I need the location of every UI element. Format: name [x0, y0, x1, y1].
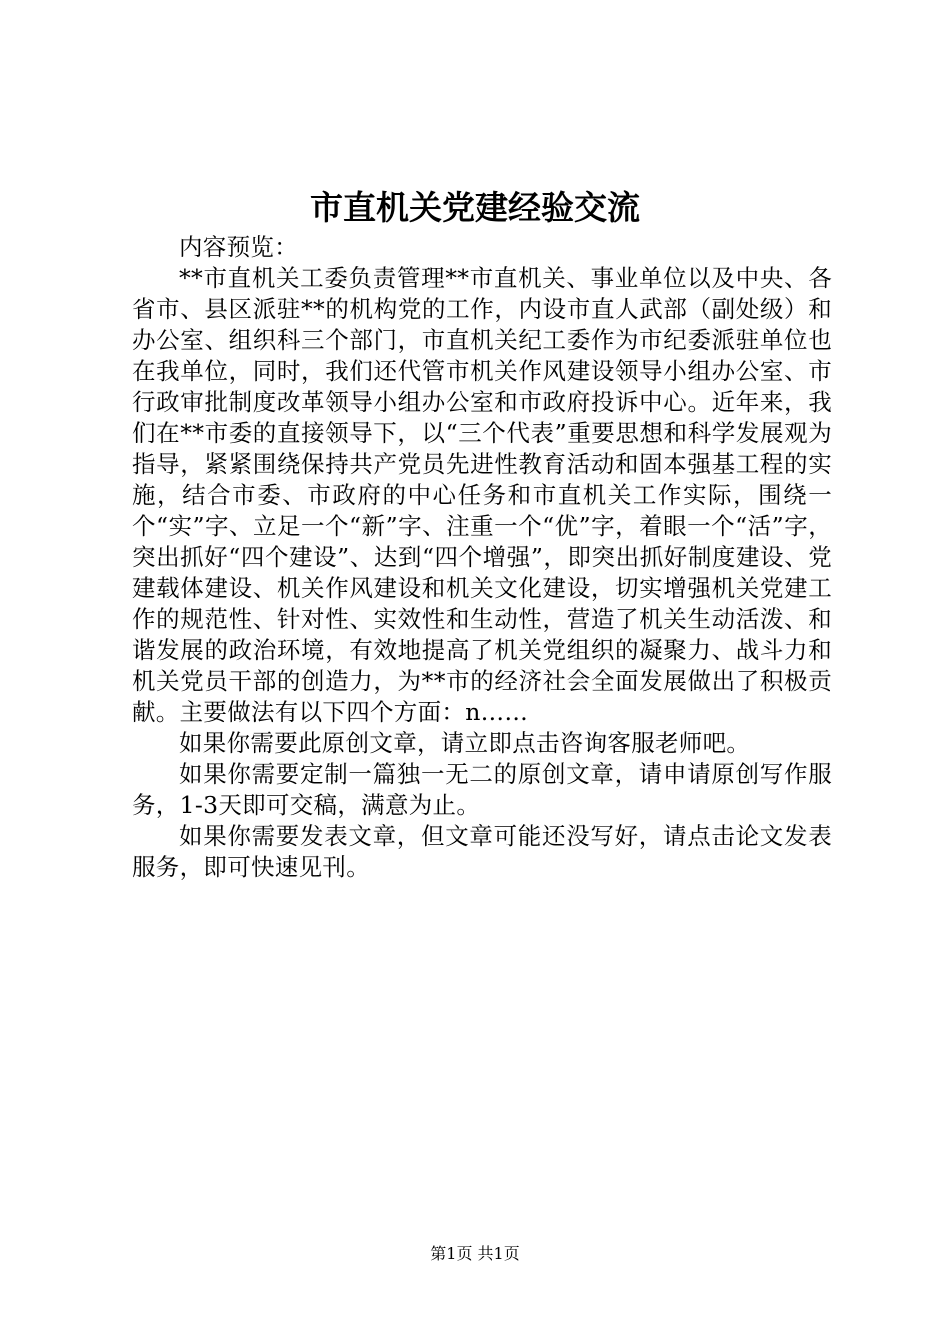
- page-number-footer: 第1页 共1页: [430, 1244, 520, 1263]
- notice-consult: 如果你需要此原创文章，请立即点击咨询客服老师吧。: [179, 729, 751, 757]
- notice-publish: 如果你需要发表文章，但文章可能还没写好，请点击论文发表服务，即可快速见刊。: [132, 822, 832, 881]
- main-paragraph: **市直机关工委负责管理**市直机关、事业单位以及中央、各省市、县区派驻**的机构党的工作，内设市直人武部（副处级）和办公室、组织科三个部门，市直机关纪工委作为市纪委派驻单位也在我单位，同时，我们还代管市机关作风建设领导小组办公室、市行政审批制度改革领导小组办公室和市政府投诉中心。近年来，我们在**市委的直接领导下，以“三个代表”重要思想和科学发展观为指导，紧紧围绕保持共产党员先进性教育活动和固本强基工程的实施，结合市委、市政府的中心任务和市直机关工作实际，围绕一个“实”字、立足一个“新”字、注重一个“优”字，着眼一个“活”字，突出抓好“四个建设”、达到“四个增强”，即突出抓好制度建设、党建载体建设、机关作风建设和机关文化建设，切实增强机关党建工作的规范性、针对性、实效性和生动性，营造了机关生动活泼、和谐发展的政治环境，有效地提高了机关党组织的凝聚力、战斗力和机关党员干部的创造力，为**市的经济社会全面发展做出了积极贡献。主要做法有以下四个方面：n……: [132, 264, 832, 726]
- document-title: 市直机关党建经验交流: [310, 188, 640, 227]
- notice-custom-writing: 如果你需要定制一篇独一无二的原创文章，请申请原创写作服务，1-3天即可交稿，满意为止。: [132, 760, 832, 819]
- preview-label: 内容预览：: [179, 233, 298, 261]
- document-body: [132, 232, 832, 883]
